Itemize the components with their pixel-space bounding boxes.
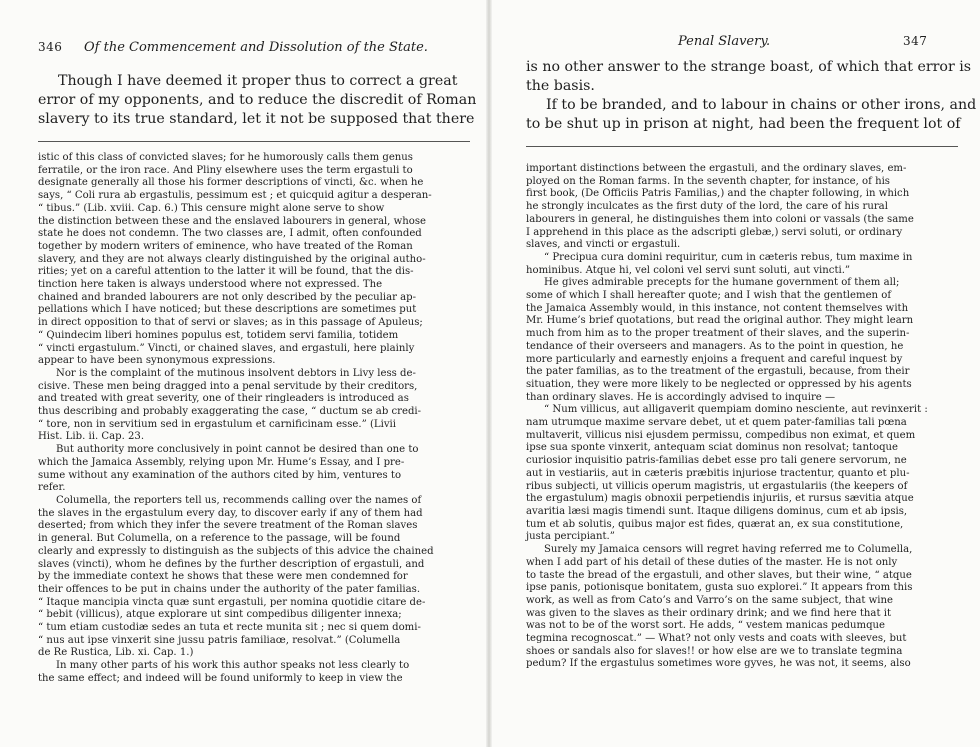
note-line: labourers in general, he distinguishes them into coloni or vassals (the same [526, 213, 914, 225]
note-line: designate generally all those his former descriptions of vincti, &c. when he [38, 177, 424, 189]
note-line: “ Quindecim liberi homines populus est, totidem servi familia, totidem [38, 329, 399, 341]
note-line: was given to the slaves as their ordinary drink; and we find here that it [526, 607, 891, 619]
text-line: error of my opponents, and to reduce the discredit of Roman [38, 92, 477, 108]
left-page-number: 346 [38, 40, 63, 54]
note-line: “ tibus.” (Lib. xviii. Cap. 6.) This censure might alone serve to show [38, 202, 385, 214]
note-line: ployed on the Roman farms. In the seventh chapter, for instance, of his [526, 175, 890, 187]
note-line: slaves, and vincti or ergastuli. [526, 239, 681, 251]
note-line: ribus subjecti, ut villicis operum magistris, ut ergastulariis (the keepers of [526, 480, 908, 492]
note-line: when I add part of his detail of these duties of the master. He is not only [526, 556, 898, 568]
note-line: hominibus. Atque hi, vel coloni vel servi sunt soluti, aut vincti.” [526, 264, 851, 276]
note-line: curiosior inquisitio patris-familias debet esse pro tali genere servorum, ne [526, 455, 907, 467]
note-line: in direct opposition to that of servi or slaves; as in this passage of Apuleus; [38, 317, 423, 329]
note-line: ipse sua sponte vinxerit, antequam sciat dominus non resolvat; tantoque [526, 442, 899, 454]
note-line: Nor is the complaint of the mutinous insolvent debtors in Livy less de- [56, 367, 416, 379]
note-line: Mr. Hume’s brief quotations, but read the original author. They might learn [526, 315, 914, 327]
note-line: he strongly inculcates as the first duty of the lord, the care of his rural [526, 201, 888, 213]
right-footnote-text [526, 163, 928, 671]
left-main-text [38, 72, 476, 129]
note-line: refer. [38, 482, 66, 494]
note-line: rities; yet on a careful attention to the latter it will be found, that the dis- [38, 266, 414, 278]
note-line: first book, (De Officiis Patris Familias,) and the chapter following, in which [526, 188, 910, 200]
note-line: which the Jamaica Assembly, relying upon Mr. Hume’s Essay, and I pre- [38, 456, 405, 468]
right-running-title: Penal Slavery. [678, 34, 771, 49]
note-line: istic of this class of convicted slaves; for he humorously calls them genus [38, 152, 413, 163]
note-line: situation, they were more likely to be neglected or oppressed by his agents [526, 378, 912, 390]
left-page [0, 0, 488, 747]
note-line: “ Precipua cura domini requiritur, cum in cæteris rebus, tum maxime in [544, 251, 913, 263]
text-line: If to be branded, and to labour in chains or other irons, and [546, 97, 977, 113]
left-running-title: Of the Commencement and Dissolution of the State. [84, 40, 428, 55]
note-line: tum et ab solutis, quibus major est fides, quærat an, ex sua constitutione, [526, 518, 904, 530]
note-line: the Jamaica Assembly would, in this instance, not content themselves with [526, 302, 909, 314]
text-line: slavery to its true standard, let it not be supposed that there [38, 111, 475, 127]
note-line: work, as well as from Cato’s and Varro’s on the same subject, that wine [526, 594, 893, 606]
note-line: He gives admirable precepts for the humane government of them all; [544, 277, 900, 289]
note-line: and treated with great severity, one of their ringleaders is introduced as [38, 393, 409, 405]
note-line: “ Num villicus, aut alligaverit quempiam domino nesciente, aut revinxerit : [544, 404, 928, 416]
note-line: aut in vestiariis, aut in cæteris præbitis injuriose tractentur, quanto et plu- [526, 467, 910, 479]
note-line: I apprehend in this place as the adscripti glebæ,) servi soluti, or ordinary [526, 226, 903, 238]
note-line: the pater familias, as to the treatment of the ergastuli, because, from their [526, 366, 910, 378]
note-line: multaverit, villicus nisi ejusdem permissu, compedibus non eximat, et quem [526, 429, 916, 441]
note-line: slavery, and they are not always clearly distinguished by the original autho- [38, 253, 426, 265]
note-line: Columella, the reporters tell us, recommends calling over the names of [56, 494, 422, 506]
note-line: the same effect; and indeed will be found uniformly to keep in view the [38, 672, 403, 684]
left-footnote-text [38, 152, 434, 686]
note-line: But authority more conclusively in point cannot be desired than one to [56, 444, 419, 456]
note-line: “ bebit (villicus), atque explorare ut sint compedibus diligenter innexa; [38, 609, 402, 621]
note-line: clearly and expressly to distinguish as the subjects of this advice the chained [38, 545, 434, 557]
note-line: the distinction between these and the enslaved labourers in general, whose [38, 215, 426, 227]
note-line: sume without any examination of the authors cited by him, ventures to [38, 469, 402, 481]
note-line: In many other parts of his work this author speaks not less clearly to [56, 660, 410, 672]
note-line: tinction here taken is always understood where not expressed. The [38, 279, 383, 291]
text-line: Though I have deemed it proper thus to correct a great [58, 73, 458, 89]
note-line: cisive. These men being dragged into a penal servitude by their creditors, [38, 380, 418, 392]
note-line: “ tum etiam custodiæ sedes an tuta et recte munita sit ; nec si quem domi- [38, 622, 421, 634]
note-line: shoes or sandals also for slaves!! or how else are we to translate tegmina [526, 645, 903, 657]
note-line: de Re Rustica, Lib. xi. Cap. 1.) [38, 647, 194, 659]
right-page [490, 0, 980, 747]
note-line: avaritia læsi magis timendi sunt. Itaque diligens dominus, cum et ab ipsis, [526, 505, 908, 517]
note-line: says, “ Coli rura ab ergastulis, pessimum est ; et quicquid agitur a desperan- [38, 190, 432, 202]
note-line: than ordinary slaves. He is accordingly advised to inquire — [526, 391, 836, 403]
note-line: together by modern writers of eminence, who have treated of the Roman [38, 240, 413, 252]
note-line: was not to be of the worst sort. He adds, “ vestem manicas pedumque [526, 620, 886, 632]
note-line: Hist. Lib. ii. Cap. 23. [38, 431, 145, 443]
note-line: some of which I shall hereafter quote; and I wish that the gentlemen of [526, 290, 892, 302]
note-line: “ vincti ergastulum.” Vincti, or chained slaves, and ergastuli, here plainly [38, 342, 415, 354]
note-line: deserted; from which they infer the severe treatment of the Roman slaves [38, 520, 418, 532]
note-line: the ergastulum) magis obnoxii perpetiendis injuriis, et rursus sævitia atque [526, 493, 914, 505]
note-line: in general. But Columella, on a reference to the passage, will be found [38, 533, 401, 545]
note-line: “ Itaque mancipia vincta quæ sunt ergastuli, per nomina quotidie citare de- [38, 596, 426, 608]
note-line: appear to have been synonymous expressions. [38, 355, 276, 367]
note-line: ferratile, or the iron race. And Pliny elsewhere uses the term ergastuli to [38, 164, 413, 176]
note-line: tegmina recognoscat.” — What? not only vests and coats with sleeves, but [526, 633, 907, 645]
note-line: to taste the bread of the ergastuli, and other slaves, but their wine, “ atque [526, 569, 912, 581]
text-line: the basis. [526, 78, 595, 94]
footnote-divider [526, 146, 958, 147]
note-line: ipse panis, potionisque bonitatem, gusta suo explorei.” It appears from this [526, 582, 913, 594]
note-line: slaves (vincti), whom he defines by the further description of ergastuli, and [38, 558, 425, 570]
right-main-text [526, 58, 976, 134]
note-line: Surely my Jamaica censors will regret having referred me to Columella, [544, 544, 913, 556]
note-line: by the immediate context he shows that these were men condemned for [38, 571, 408, 583]
note-line: thus describing and probably exaggerating the case, “ ductum se ab credi- [38, 406, 422, 418]
text-line: to be shut up in prison at night, had been the frequent lot of [526, 116, 961, 132]
note-line: state he does not condemn. The two classes are, I admit, often confounded [38, 228, 422, 240]
note-line: tendance of their overseers and managers. As to the point in question, he [526, 340, 904, 352]
note-line: the slaves in the ergastulum every day, to discover early if any of them had [38, 507, 423, 519]
note-line: pedum? If the ergastulus sometimes wore gyves, he was not, it seems, also [526, 658, 911, 670]
note-line: chained and branded labourers are not only described by the peculiar ap- [38, 291, 417, 303]
note-line: much from him as to the proper treatment of their slaves, and the superin- [526, 328, 910, 340]
note-line: justa percipiant.” [526, 531, 615, 543]
note-line: nam utrumque maxime servare debet, ut et quem pater-familias tali pœna [526, 417, 907, 429]
footnote-divider [38, 141, 470, 142]
text-line: is no other answer to the strange boast, of which that error is [526, 59, 972, 75]
note-line: pellations which I have noticed; but these descriptions are sometimes put [38, 304, 417, 316]
note-line: important distinctions between the ergastuli, and the ordinary slaves, em- [526, 163, 907, 174]
note-line: “ nus aut ipse vinxerit sine jussu patris familiaœ, resolvat.” (Columella [38, 634, 401, 646]
note-line: more particularly and earnestly enjoins a frequent and careful inquest by [526, 353, 903, 365]
right-page-number: 347 [903, 34, 928, 48]
note-line: their offences to be put in chains under the authority of the pater familias. [38, 583, 421, 595]
note-line: “ tore, non in servitium sed in ergastulum et carnificinam esse.” (Livii [38, 418, 396, 430]
